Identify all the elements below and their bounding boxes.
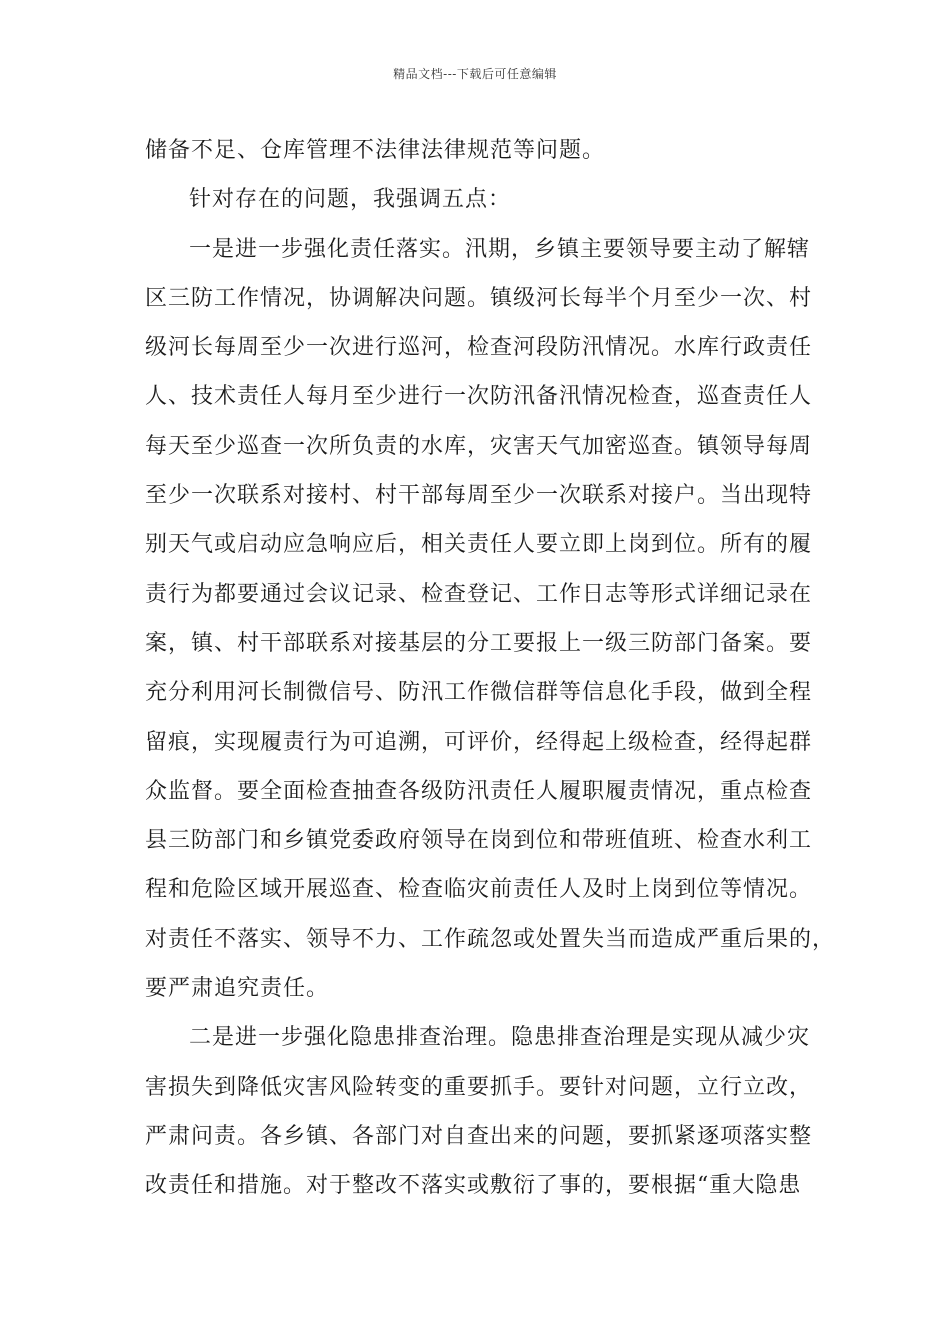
text-line: 害损失到降低灾害风险转变的重要抓手。要针对问题，立行立改， (145, 1074, 813, 1100)
text-line: 对责任不落实、领导不力、工作疏忽或处置失当而造成严重后果的， (145, 926, 836, 952)
text-line: 改责任和措施。对于整改不落实或敷衍了事的，要根据“重大隐患 (145, 1173, 802, 1199)
text-line: 至少一次联系对接村、村干部每周至少一次联系对接户。当出现特 (145, 483, 813, 509)
document-body (145, 129, 835, 1214)
text-line: 一是进一步强化责任落实。汛期，乡镇主要领导要主动了解辖 (189, 236, 811, 262)
text-line: 众监督。要全面检查抽查各级防汛责任人履职履责情况，重点检查 (145, 778, 813, 804)
text-line: 级河长每周至少一次进行巡河，检查河段防汛情况。水库行政责任 (145, 335, 813, 361)
text-line: 区三防工作情况，协调解决问题。镇级河长每半个月至少一次、村 (145, 285, 813, 311)
text-line: 县三防部门和乡镇党委政府领导在岗到位和带班值班、检查水利工 (145, 828, 813, 854)
text-line: 每天至少巡查一次所负责的水库，灾害天气加密巡查。镇领导每周 (145, 433, 813, 459)
text-line: 针对存在的问题，我强调五点： (189, 187, 512, 213)
text-line: 留痕，实现履责行为可追溯，可评价，经得起上级检查，经得起群 (145, 729, 813, 755)
text-line: 人、技术责任人每月至少进行一次防汛备汛情况检查，巡查责任人 (145, 384, 813, 410)
text-line: 二是进一步强化隐患排查治理。隐患排查治理是实现从减少灾 (189, 1025, 811, 1051)
text-line: 别天气或启动应急响应后，相关责任人要立即上岗到位。所有的履 (145, 532, 813, 558)
text-line: 要严肃追究责任。 (145, 976, 330, 1002)
text-line: 严肃问责。各乡镇、各部门对自查出来的问题，要抓紧逐项落实整 (145, 1123, 813, 1149)
text-line: 责行为都要通过会议记录、检查登记、工作日志等形式详细记录在 (145, 581, 813, 607)
text-line: 案，镇、村干部联系对接基层的分工要报上一级三防部门备案。要 (145, 630, 813, 656)
text-line: 充分利用河长制微信号、防汛工作微信群等信息化手段，做到全程 (145, 680, 813, 706)
text-line: 储备不足、仓库管理不法律法律规范等问题。 (145, 138, 606, 163)
text-line: 程和危险区域开展巡查、检查临灾前责任人及时上岗到位等情况。 (145, 877, 813, 903)
page-header: 精品文档---下载后可任意编辑 (393, 67, 557, 81)
